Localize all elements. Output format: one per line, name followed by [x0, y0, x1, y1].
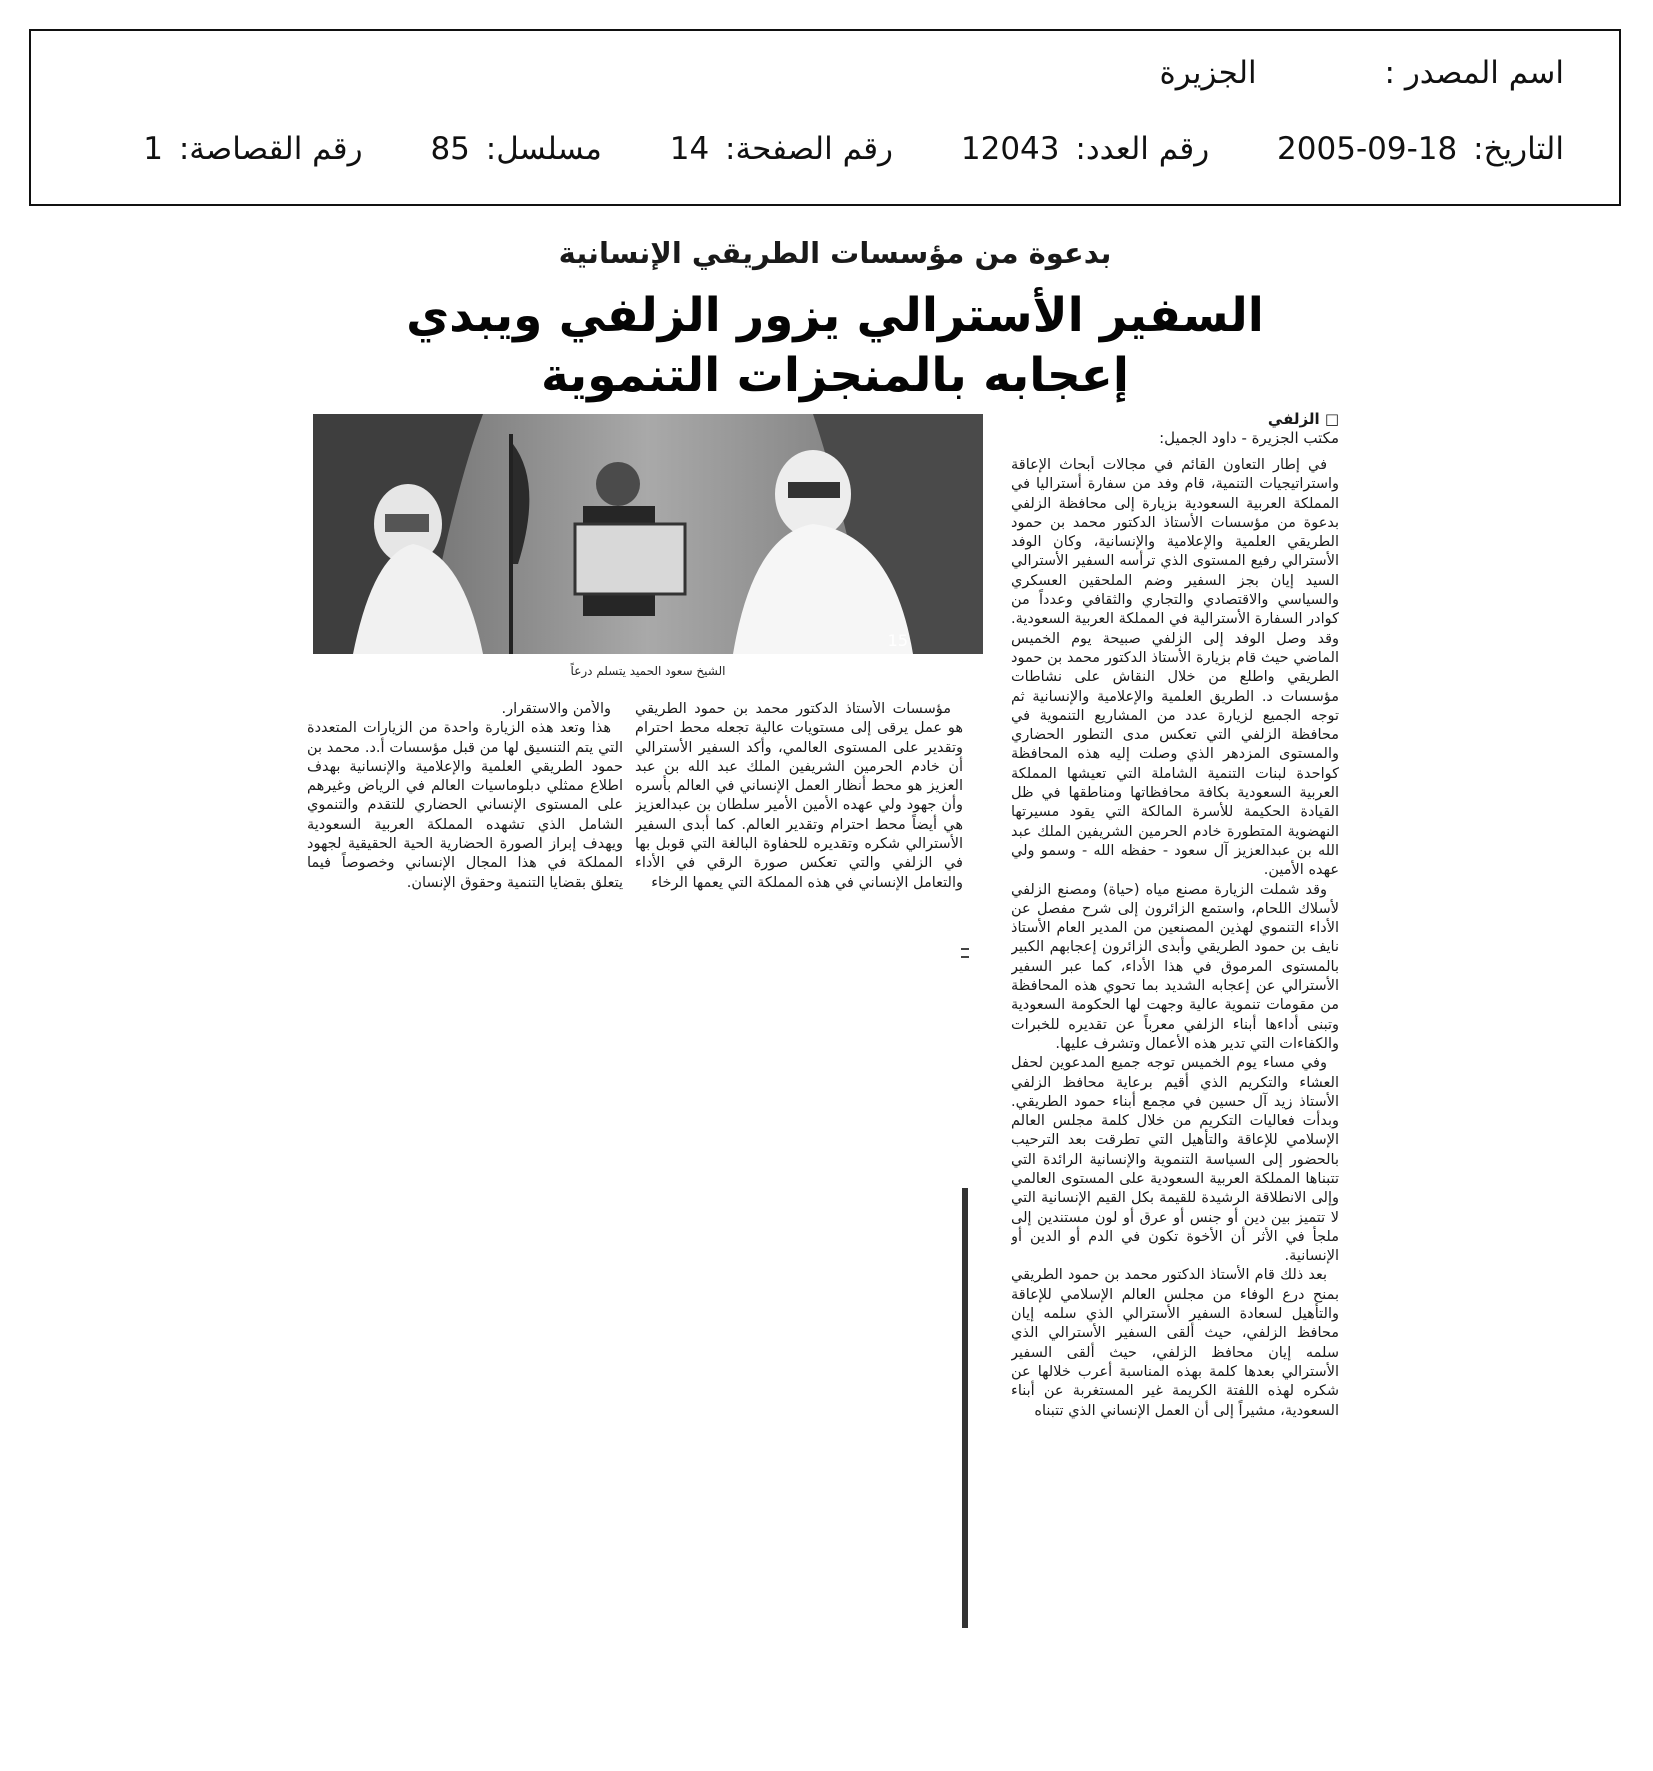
- column-rule-mark: [961, 948, 969, 950]
- article-column-middle: [635, 700, 963, 940]
- headline-line-2: إعجابه بالمنجزات التنموية: [541, 348, 1129, 403]
- page-value: 14: [669, 131, 710, 167]
- article-photo: [313, 414, 983, 654]
- clip-value: 1: [143, 131, 163, 167]
- issue-value: 12043: [960, 131, 1060, 167]
- article-column-left: [307, 700, 623, 940]
- source-label: اسم المصدر :: [1384, 55, 1564, 91]
- paragraph: بعد ذلك قام الأستاذ الدكتور محمد بن حمود الطريقي بمنح درع الوفاء من مجلس العالم الإسلامي للإعاقة والتأهيل لسعادة السفير الأسترالي الذي سلمه إيان محافظ الزلفي، حيث ألقى السفير الأسترالي الذي سلمه إيان محافظ الزلفي، حيث ألقى السفير الأسترالي بعدها كلمة بهذه المناسبة أعرب خلالها عن شكره لهذه اللفتة الكريمة غير المستغربة عن أبناء السعودية، مشيراً إلى أن العمل الإنساني الذي تتبناه: [1011, 1267, 1339, 1419]
- source-row: [1160, 55, 1565, 91]
- date-label: التاريخ:: [1473, 131, 1564, 167]
- paragraph: في إطار التعاون القائم في مجالات أبحاث الإعاقة واستراتيجيات التنمية، قام وفد من سفارة أستراليا في المملكة العربية السعودية بزيارة إلى محافظة الزلفي بدعوة من مؤسسات الأستاذ الدكتور محمد بن حمود الطريقي العلمية والإعلامية والإنسانية، وكان الوفد الأسترالي رفيع المستوى الذي ترأسه السفير الأسترالي السيد إيان بجز السفير وضم الملحقين العسكري والسياسي والاقتصادي والتجاري والثقافي وعدداً من كوادر السفارة الأسترالية في المملكة العربية السعودية. وقد وصل الوفد إلى الزلفي صبيحة يوم الخميس الماضي حيث قام بزيارة الأستاذ الدكتور محمد بن حمود الطريقي واطلع من خلال النقاش على نشاطات مؤسسات د. الطريق العلمية والإعلامية والإنسانية ثم توجه الجميع لزيارة عدد من المشاريع التنموية في محافظة الزلفي التي تعكس مدى التطور الحضاري والمستوى المزدهر الذي وصلت إليه هذه المحافظة كواحدة لبنات التنمية الشاملة التي تعيشها المملكة العربية السعودية بكافة محافظاتها ومناطقها في ظل القيادة الحكيمة للأسرة المالكة التي يقود مسيرتها النهضوية المتطورة خادم الحرمين الشريفين الملك عبد الله بن عبدالعزيز آل سعود - حفظه الله - وسمو ولي عهده الأمين.: [1011, 457, 1339, 879]
- photo-image: [313, 414, 983, 654]
- serial-value: 85: [430, 131, 470, 167]
- serial-label: مسلسل:: [485, 131, 602, 167]
- column-rule: [962, 1188, 968, 1628]
- article-kicker: بدعوة من مؤسسات الطريقي الإنسانية: [558, 236, 1112, 270]
- issue-label: رقم العدد:: [1075, 131, 1210, 167]
- date-value: 2005-09-18: [1277, 131, 1458, 167]
- meta-row: [143, 131, 1564, 167]
- headline-line-1: السفير الأسترالي يزور الزلفي ويبدي: [406, 288, 1264, 343]
- paragraph: والأمن والاستقرار.: [501, 701, 611, 717]
- paragraph: مؤسسات الأستاذ الدكتور محمد بن حمود الطريقي هو عمل يرقى إلى مستويات عالية تجعله محط احترام وتقدير على المستوى العالمي، وأكد السفير الأسترالي أن خادم الحرمين الشريفين الملك عبد الله بن عبد العزيز هو محط أنظار العمل الإنساني في العالم بأسره وأن جهود ولي عهده الأمين الأمير سلطان بن عبدالعزيز هي أيضاً محط احترام وتقدير العالم. كما أبدى السفير الأسترالي شكره وتقديره للحفاوة البالغة التي قوبل بها في الزلفي والتي تعكس صورة الرقي في الأداء والتعامل الإنساني في هذه المملكة التي يعمها الرخاء: [635, 701, 963, 891]
- paragraph: وفي مساء يوم الخميس توجه جميع المدعوين لحفل العشاء والتكريم الذي أقيم برعاية محافظ الزلفي الأستاذ زيد آل حسين في مجمع أبناء حمود الطريقي. وبدأت فعاليات التكريم من خلال كلمة مجلس العالم الإسلامي للإعاقة والتأهيل التي تطرقت بعد الترحيب بالحضور إلى السياسة التنموية والإنسانية الرائدة التي تتبناها المملكة العربية السعودية على المستوى العالمي وإلى الانطلاقة الرشيدة للقيمة بكل القيم الإنسانية التي لا تتميز بين دين أو جنس أو عرق أو لون مستندين إلى ملجأ في الأثر أن الأخوة تكون في الدم أو الدين أو الإنسانية.: [1011, 1055, 1339, 1265]
- byline-author: مكتب الجزيرة - داود الجميل:: [1159, 429, 1339, 447]
- article-headline: [385, 286, 1285, 406]
- byline-city: □ الزلفي: [1267, 410, 1339, 428]
- header-box: [29, 29, 1621, 206]
- source-value: الجزيرة: [1159, 55, 1257, 91]
- page-label: رقم الصفحة:: [725, 131, 894, 167]
- paragraph: وقد شملت الزيارة مصنع مياه (حياة) ومصنع الزلفي لأسلاك اللحام، واستمع الزائرون إلى شرح مفصل عن الأداء التنموي لهذين المصنعين من المدير العام الأستاذ نايف بن حمود الطريقي وأبدى الزائرون إعجابهم الكبير بالمستوى المرموق في هذا الأداء، كما عبر السفير الأسترالي عن إعجابه الشديد بما تحوي هذه المحافظة من مقومات تنموية عالية وجهت لها الحكومة السعودية وتبنى أداءها أبناء الزلفي معرباً عن تقديره للخبرات والكفاءات التي تدير هذه الأعمال وتشرف عليها.: [1011, 881, 1339, 1052]
- paragraph: هذا وتعد هذه الزيارة واحدة من الزيارات المتعددة التي يتم التنسيق لها من قبل مؤسسات أ.د. محمد بن حمود الطريقي العلمية والإعلامية والإنسانية بهدف اطلاع ممثلي دبلوماسيات العالم في الرياض وغيرهم على المستوى الإنساني الحضاري للتقدم والتنموي الشامل الذي تشهده المملكة العربية السعودية ويهدف إبراز الصورة الحضارية الحية الحقيقية لجهود المملكة في هذا المجال الإنساني وخصوصاً فيما يتعلق بقضايا التنمية وحقوق الإنسان.: [307, 720, 623, 891]
- article-column-right: [1011, 456, 1339, 1746]
- article-byline: [999, 410, 1339, 448]
- photo-caption: الشيخ سعود الحميد يتسلم درعاً: [570, 664, 726, 678]
- newspaper-clipping: [295, 228, 1355, 1758]
- column-rule-mark: [961, 956, 969, 958]
- photo-stamp: 15: [887, 631, 908, 650]
- clip-label: رقم القصاصة:: [178, 131, 363, 167]
